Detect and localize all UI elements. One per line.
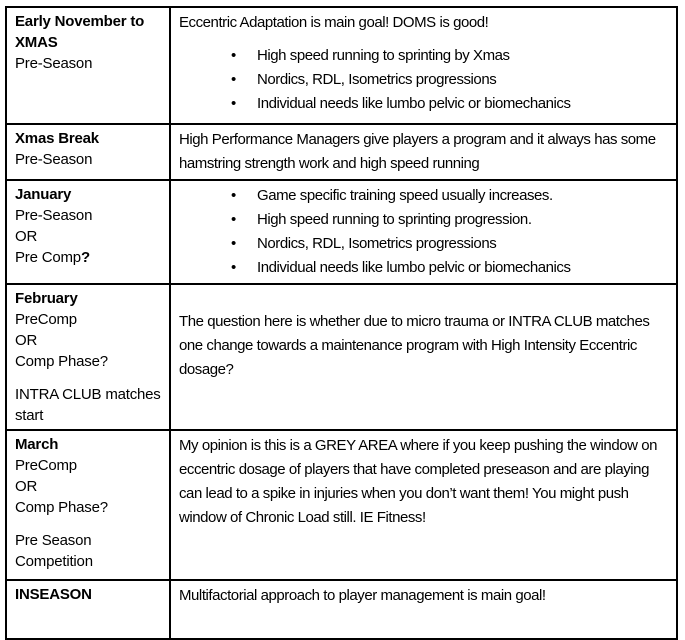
period-phase-line: PreComp xyxy=(15,457,77,474)
period-phase-line: Comp Phase? xyxy=(15,499,108,516)
period-title: January xyxy=(15,186,72,203)
period-phase-line xyxy=(15,247,163,268)
content-cell xyxy=(170,124,677,180)
content-cell xyxy=(170,7,677,124)
table-row xyxy=(6,430,677,580)
period-phase-line: Pre-Season xyxy=(15,151,93,168)
period-phase-line: OR xyxy=(15,332,38,349)
table-row xyxy=(6,180,677,284)
period-cell xyxy=(6,124,170,180)
period-cell xyxy=(6,580,170,639)
period-phase-line: OR xyxy=(15,478,38,495)
period-phase-line: Comp Phase? xyxy=(15,353,108,370)
bullet-item xyxy=(179,68,672,92)
period-cell xyxy=(6,284,170,430)
period-phase-line: PreComp xyxy=(15,311,77,328)
period-title: February xyxy=(15,290,78,307)
bullet-item xyxy=(179,184,672,208)
training-schedule xyxy=(5,6,678,640)
content-cell xyxy=(170,430,677,580)
bullet-text: Nordics, RDL, Isometrics progressions xyxy=(257,71,497,88)
training-schedule-table xyxy=(5,6,678,640)
period-title: March xyxy=(15,436,59,453)
table-row xyxy=(6,284,677,430)
bullet-item xyxy=(179,44,672,68)
content-cell xyxy=(170,180,677,284)
bullet-text: Individual needs like lumbo pelvic or biomechanics xyxy=(257,259,571,276)
bullet-item xyxy=(179,208,672,232)
period-phase-line: Pre Season xyxy=(15,532,92,549)
period-phase-line: Pre-Season xyxy=(15,55,93,72)
content-paragraph: The question here is whether due to micro trauma or INTRA CLUB matches one change towards a maintenance program with High Intensity Eccentric dosage? xyxy=(179,313,650,378)
period-note xyxy=(15,530,163,572)
table-row xyxy=(6,124,677,180)
bullet-icon: • xyxy=(231,71,236,88)
period-title: INSEASON xyxy=(15,586,92,603)
content-cell xyxy=(170,284,677,430)
bullet-text: Individual needs like lumbo pelvic or biomechanics xyxy=(257,95,571,112)
period-phase-line: OR xyxy=(15,228,38,245)
bullet-icon: • xyxy=(231,259,236,276)
period-phase-text: Pre Comp xyxy=(15,249,81,266)
bullet-icon: • xyxy=(231,47,236,64)
bullet-icon: • xyxy=(231,187,236,204)
content-paragraph: My opinion is this is a GREY AREA where if you keep pushing the window on eccentric dosage of players that have completed preseason and are playing can lead to a spike in injuries when you don’t want them! You might push window of Chronic Load still. IE Fitness! xyxy=(179,437,657,526)
content-paragraph: High Performance Managers give players a program and it always has some hamstring strength work and high speed running xyxy=(179,131,656,172)
bullet-list xyxy=(179,184,672,280)
bullet-item xyxy=(179,232,672,256)
period-cell xyxy=(6,7,170,124)
content-intro: Eccentric Adaptation is main goal! DOMS is good! xyxy=(179,14,489,31)
bullet-icon: • xyxy=(231,235,236,252)
table-row xyxy=(6,580,677,639)
period-phase-mark: ? xyxy=(80,249,90,266)
period-phase-line: Pre-Season xyxy=(15,207,93,224)
content-paragraph: Multifactorial approach to player management is main goal! xyxy=(179,587,546,604)
bullet-text: Game specific training speed usually increases. xyxy=(257,187,553,204)
period-note: INTRA CLUB matches start xyxy=(15,386,161,424)
bullet-item xyxy=(179,92,672,116)
bullet-icon: • xyxy=(231,211,236,228)
bullet-text: High speed running to sprinting progression. xyxy=(257,211,532,228)
period-title: Xmas Break xyxy=(15,130,99,147)
bullet-text: Nordics, RDL, Isometrics progressions xyxy=(257,235,497,252)
period-cell xyxy=(6,430,170,580)
table-row xyxy=(6,7,677,124)
period-title: Early November to XMAS xyxy=(15,13,145,51)
period-cell xyxy=(6,180,170,284)
content-cell xyxy=(170,580,677,639)
bullet-item xyxy=(179,256,672,280)
bullet-text: High speed running to sprinting by Xmas xyxy=(257,47,510,64)
bullet-icon: • xyxy=(231,95,236,112)
period-phase-line: Competition xyxy=(15,553,93,570)
bullet-list xyxy=(179,44,672,116)
